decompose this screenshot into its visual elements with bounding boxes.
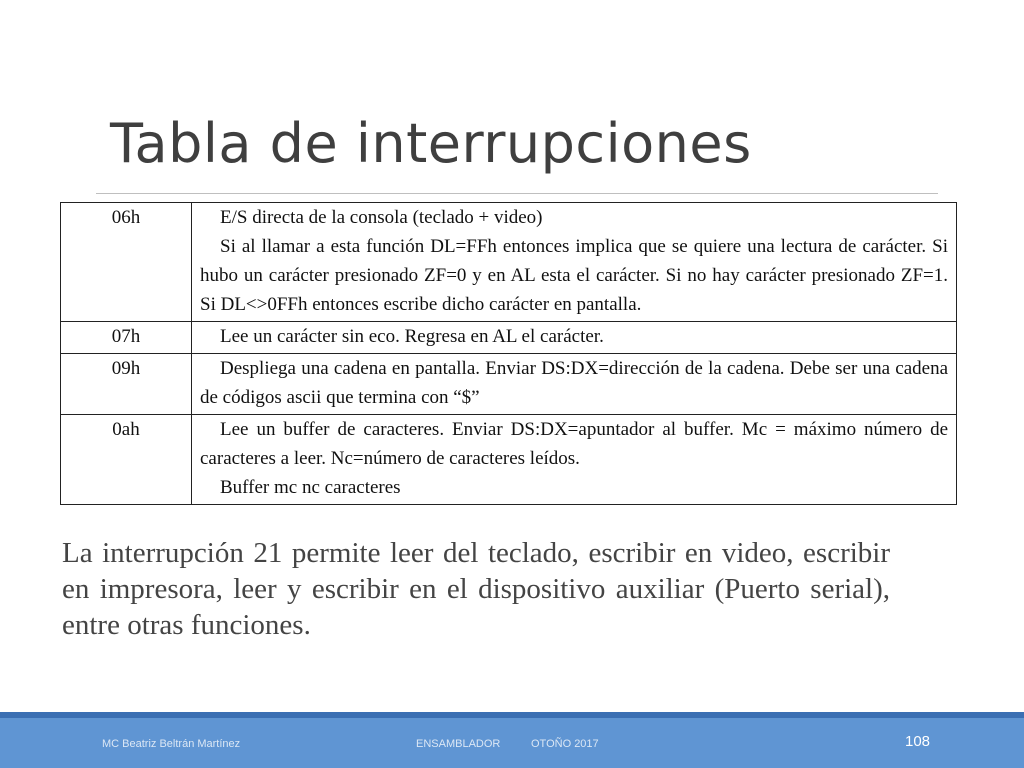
interrupts-table [60,202,957,505]
footer-term: OTOÑO 2017 [531,738,599,750]
description-paragraph: Lee un buffer de caracteres. Enviar DS:DX=apuntador al buffer. Mc = máximo número de caracteres a leer. Nc=número de caracteres leídos. [200,419,948,469]
table-row [61,354,957,415]
description-paragraph: E/S directa de la consola (teclado + video) [220,207,543,228]
description-paragraph: Lee un carácter sin eco. Regresa en AL el carácter. [220,326,604,347]
description-paragraph: Despliega una cadena en pantalla. Enviar DS:DX=dirección de la cadena. Debe ser una cadena de códigos ascii que termina con “$” [200,358,948,408]
function-code-cell: 07h [61,322,192,354]
title-divider [96,193,938,194]
function-description-cell [192,415,957,505]
footer-accent-line [0,712,1024,718]
table-row [61,322,957,354]
function-description-cell [192,203,957,322]
footer-author: MC Beatriz Beltrán Martínez [102,738,241,750]
function-code-cell: 0ah [61,415,192,505]
description-paragraph: Si al llamar a esta función DL=FFh entonces implica que se quiere una lectura de carácter. Si hubo un carácter presionado ZF=0 y en AL esta el carácter. Si no hay carácter presionado ZF=1. Si DL<>0FFh entonces escribe dicho carácter en pantalla. [200,236,948,315]
page-number: 108 [905,733,931,750]
footer-course: ENSAMBLADOR [416,738,501,750]
table-row [61,203,957,322]
function-description-cell [192,354,957,415]
slide-title: Tabla de interrupciones [110,112,752,175]
function-description-cell [192,322,957,354]
description-paragraph: Buffer mc nc caracteres [220,477,401,498]
table-row [61,415,957,505]
function-code-cell: 09h [61,354,192,415]
function-code-cell: 06h [61,203,192,322]
body-paragraph: La interrupción 21 permite leer del teclado, escribir en video, escribir en impresora, leer y escribir en el dispositivo auxiliar (Puerto serial), entre otras funciones. [62,537,890,641]
